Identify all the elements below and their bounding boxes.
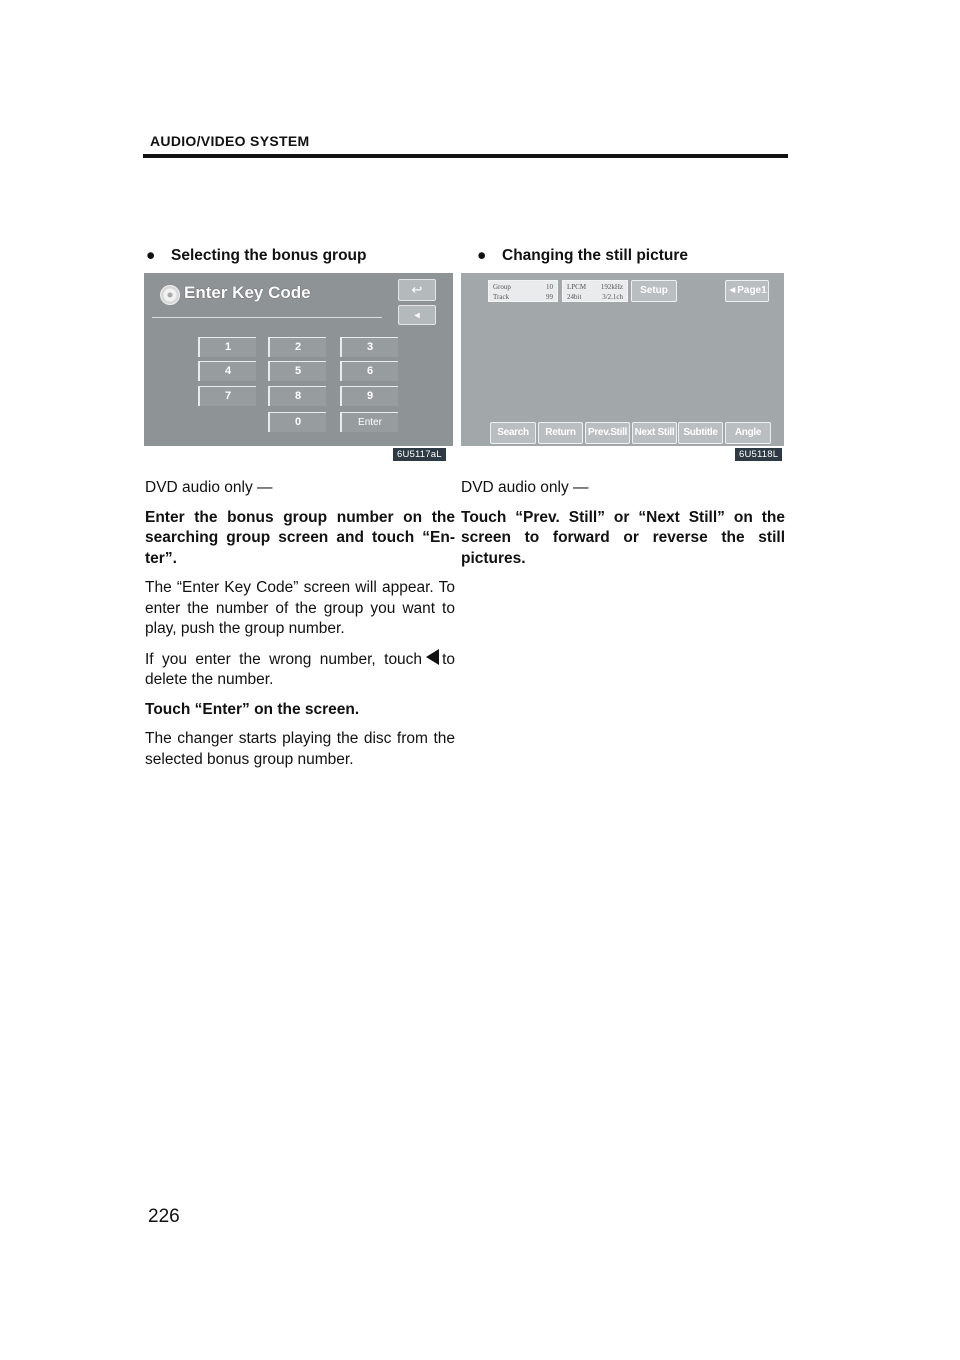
dvd-audio-note: DVD audio only — (461, 479, 589, 496)
format-label: LPCM (567, 283, 587, 291)
instruction-touch-enter: Touch “Enter” on the screen. (145, 700, 360, 718)
key-7[interactable]: 7 (198, 386, 256, 406)
track-label: Track (493, 293, 510, 301)
channels: 3/2.1ch (602, 293, 623, 301)
right-heading-text: Changing the still picture (502, 247, 689, 264)
left-heading-text: Selecting the bonus group (171, 247, 367, 264)
track-value: 99 (546, 293, 553, 301)
key-0[interactable]: 0 (268, 412, 326, 432)
header-rule (143, 154, 788, 158)
setup-button[interactable]: Setup (631, 280, 677, 302)
key-3[interactable]: 3 (340, 337, 398, 357)
enter-key-code-screen (144, 273, 453, 446)
key-4[interactable]: 4 (198, 361, 256, 381)
return-button[interactable]: Return (538, 422, 583, 444)
screen-title: Enter Key Code (184, 283, 311, 302)
image-code: 6U5117aL (393, 448, 446, 461)
right-column (461, 478, 785, 578)
key-2[interactable]: 2 (268, 337, 326, 357)
audio-format-info (562, 280, 628, 302)
delete-triangle-icon (426, 649, 439, 665)
search-button[interactable]: Search (490, 422, 536, 444)
delete-button[interactable]: ◄ (398, 305, 436, 325)
left-heading (146, 247, 366, 265)
key-5[interactable]: 5 (268, 361, 326, 381)
group-track-info (488, 280, 558, 302)
paragraph-changer: The changer starts playing the disc from the selected bonus group number. (145, 730, 455, 768)
bullet-icon: ● (146, 247, 156, 264)
instruction-enter-number: Enter the bonus group number on the searching group screen and touch “En-ter”. (145, 508, 455, 567)
subtitle-button[interactable]: Subtitle (678, 422, 723, 444)
key-6[interactable]: 6 (340, 361, 398, 381)
paragraph-enter-key-code: The “Enter Key Code” screen will appear. To enter the number of the group you want to play, push the group number. (145, 579, 455, 637)
image-code: 6U5118L (735, 448, 782, 461)
group-value: 10 (546, 283, 553, 291)
key-8[interactable]: 8 (268, 386, 326, 406)
paragraph-wrong-number (145, 649, 455, 691)
section-title: AUDIO/VIDEO SYSTEM (150, 133, 310, 149)
dvd-audio-note: DVD audio only — (145, 479, 273, 496)
sample-rate: 192kHz (600, 283, 623, 291)
instruction-still: Touch “Prev. Still” or “Next Still” on the screen to forward or reverse the still pictures. (461, 508, 785, 567)
left-column (145, 478, 455, 779)
input-line (152, 317, 382, 318)
still-picture-screen (461, 273, 784, 446)
page-button[interactable]: ◄Page1 (725, 280, 769, 302)
angle-button[interactable]: Angle (725, 422, 771, 444)
next-still-button[interactable]: Next Still (632, 422, 677, 444)
text: to delete the number. (145, 650, 455, 688)
page-number: 226 (148, 1206, 180, 1227)
text: If you enter the wrong number, touch (145, 650, 423, 668)
key-1[interactable]: 1 (198, 337, 256, 357)
enter-button[interactable]: Enter (340, 412, 398, 432)
group-label: Group (493, 283, 511, 291)
right-heading (477, 247, 688, 265)
back-button[interactable]: ↩ (398, 279, 436, 301)
bullet-icon: ● (477, 247, 487, 264)
bit-depth: 24bit (567, 293, 582, 301)
prev-still-button[interactable]: Prev.Still (585, 422, 630, 444)
disc-icon (160, 285, 180, 305)
key-9[interactable]: 9 (340, 386, 398, 406)
